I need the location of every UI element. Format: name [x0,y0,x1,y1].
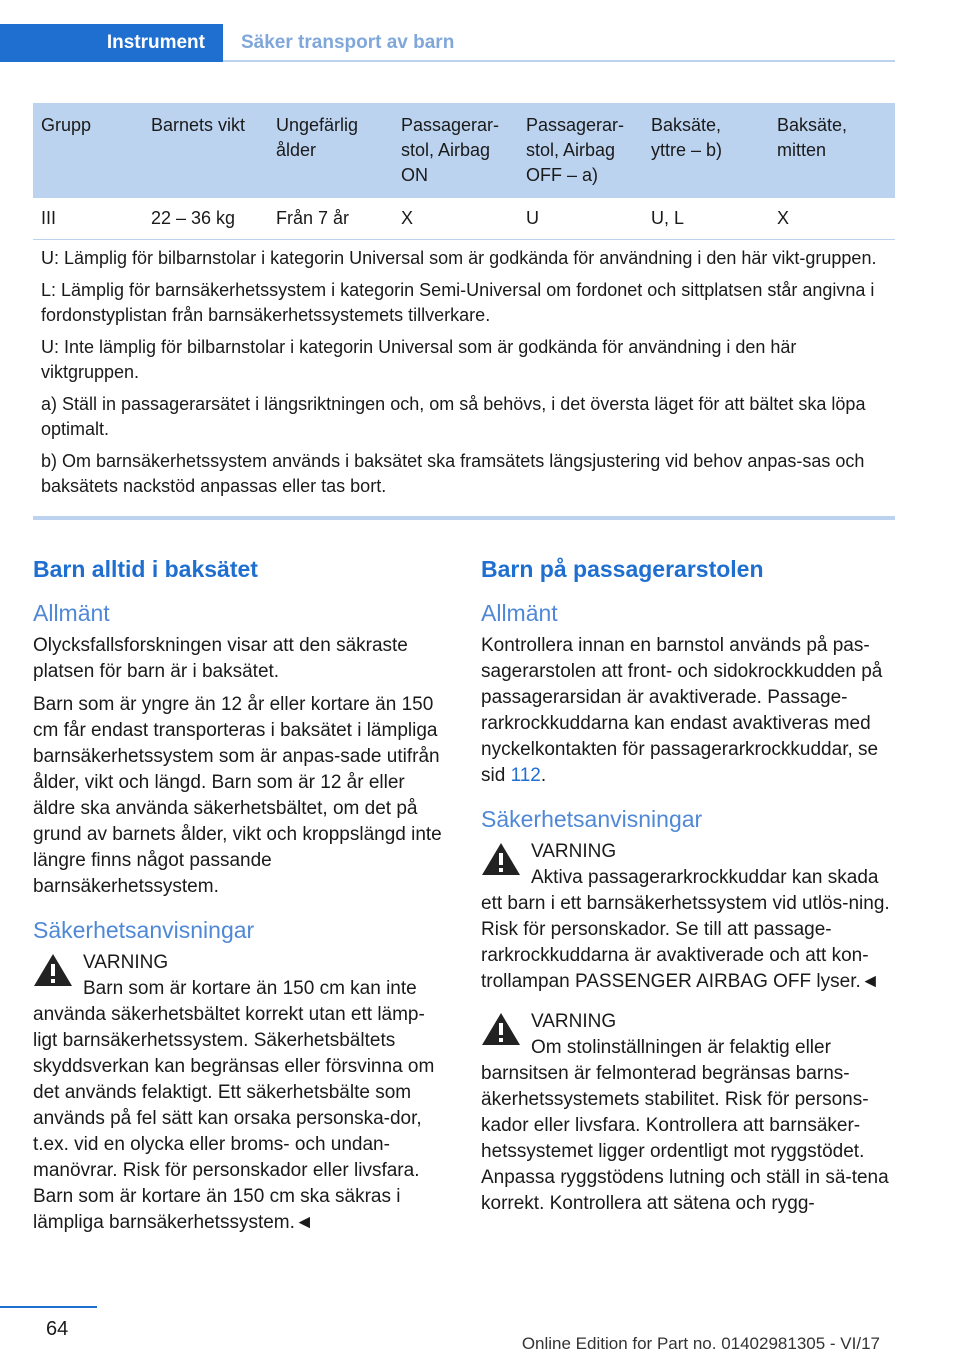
page-header [0,24,895,62]
table-note: b) Om barnsäkerhetssystem används i baksätet ska framsätets längsjustering vid behov anpas-sas och baksätets nackstöd anpassas eller tas bort. [41,451,865,496]
table-header-cell: Baksäte, mitten [769,103,895,198]
warning-label: VARNING [531,841,617,862]
table-header-row [33,103,895,198]
table-cell: U, L [643,198,769,240]
table-note: U: Inte lämplig för bilbarnstolar i kategorin Universal som är godkända för användning i den här viktgruppen. [41,337,797,382]
warning-triangle-icon [481,1011,521,1047]
table-cell: X [769,198,895,240]
footer-rule [0,1306,97,1308]
table-cell: U [518,198,643,240]
table-header-cell: Passagerar-stol, Airbag ON [393,103,518,198]
warning-text: barnsitsen är felmonterad begränsas barns-äkerhetssystemets stabilitet. Risk för persons-kador eller livsfara. Kontrollera att barnsäker-hetssystemet ligger ordentligt mot ryggstödet. Anpassa ryggstödens lutning och ställ in sä-tena korrekt. Kontrollera att sätena och rygg- [481,1063,889,1214]
subsection-tab: Säker transport av barn [241,32,455,53]
table-cell: 22 – 36 kg [143,198,268,240]
paragraph-text: Kontrollera innan en barnstol används på pas-sagerarstolen att front- och sidokrockkudden på passagerarsidan är avaktiverade. Passage-rarkrockkuddarna kan endast avaktiveras med nyckelkontakten för passagerarkrockkuddar, se sid [481,635,883,786]
table-notes [33,240,895,516]
table-header-cell: Baksäte, yttre – b) [643,103,769,198]
paragraph-end: . [540,765,547,786]
warning-text-first: Barn som är kortare än 150 cm kan inte [83,978,417,999]
page-reference-link[interactable]: 112 [510,765,541,786]
subsection-title: Säkerhetsanvisningar [481,806,703,832]
table-note: a) Ställ in passagerarsätet i längsriktningen och, om så behövs, i det översta läget för att bältet ska löpa optimalt. [41,394,866,439]
warning-block [481,1009,896,1217]
warning-text-first: Om stolinställningen är felaktig eller [531,1037,831,1058]
left-column [33,555,448,1250]
child-seat-table [33,103,895,520]
section-title: Barn alltid i baksätet [33,556,258,582]
paragraph: Barn som är yngre än 12 år eller kortare än 150 cm får endast transporteras i baksätet i lämpliga barnsäkerhetssystem som är anpas-sade utifrån ålder, vikt och längd. Barn som är 12 år eller äldre ska använda säkerhetsbältet, om det på grund av barnets ålder, vikt och kroppslängd inte längre finns något passande barnsäkerhetssystem. [33,694,442,897]
edition-note: Online Edition for Part no. 01402981305 - VI/17 [521,1334,880,1353]
warning-block [481,839,896,995]
warning-triangle-icon [33,952,73,988]
subsection-title: Allmänt [481,600,558,626]
warning-block [33,950,448,1236]
section-title: Barn på passagerarstolen [481,556,764,582]
warning-text-first: Aktiva passagerarkrockkuddar kan skada [531,867,879,888]
table-header-cell: Passagerar-stol, Airbag OFF – a) [518,103,643,198]
table-header-cell: Ungefärlig ålder [268,103,393,198]
table-cell: X [393,198,518,240]
table-row [33,198,895,240]
table-cell: Från 7 år [268,198,393,240]
header-divider [223,60,895,62]
paragraph: Olycksfallsforskningen visar att den säkraste platsen för barn är i baksätet. [33,635,408,682]
paragraph [481,633,896,789]
right-column [481,555,896,1231]
section-tab: Instrument [0,24,223,62]
warning-text: använda säkerhetsbältet korrekt utan ett lämp-ligt barnsäkerhetssystem. Säkerhetsbältets skyddsverkan kan begränsas eller försvinna om det används felaktigt. Ett säkerhetsbälte som används på fel sätt kan orsaka personska-dor, t.ex. vid en olycka eller broms- och undan-manövrar. Risk för personskador eller livsfara. Barn som är kortare än 150 cm ska säkras i lämpliga barnsäkerhetssystem.◄ [33,1004,435,1233]
table-bottom-rule [33,516,895,520]
warning-triangle-icon [481,841,521,877]
warning-label: VARNING [531,1011,617,1032]
subsection-title: Allmänt [33,600,110,626]
table-header-cell: Barnets vikt [143,103,268,198]
table-cell: III [33,198,143,240]
warning-label: VARNING [83,952,169,973]
warning-text: ett barn i ett barnsäkerhetssystem vid utlös-ning. Risk för personskador. Se till att passage-rarkrockkuddarna är avaktiverade och att kon-trollampan PASSENGER AIRBAG OFF lyser.◄ [481,893,890,992]
subsection-title: Säkerhetsanvisningar [33,917,255,943]
table-note: U: Lämplig för bilbarnstolar i kategorin Universal som är godkända för användning i den här vikt-gruppen. [41,248,877,268]
table-header-cell: Grupp [33,103,143,198]
table-note: L: Lämplig för barnsäkerhetssystem i kategorin Semi-Universal om fordonet och sittplatsen står angivna i fordonstyplistan från barnsäkerhetssystemets tillverkare. [41,280,875,325]
page-number: 64 [46,1318,69,1340]
